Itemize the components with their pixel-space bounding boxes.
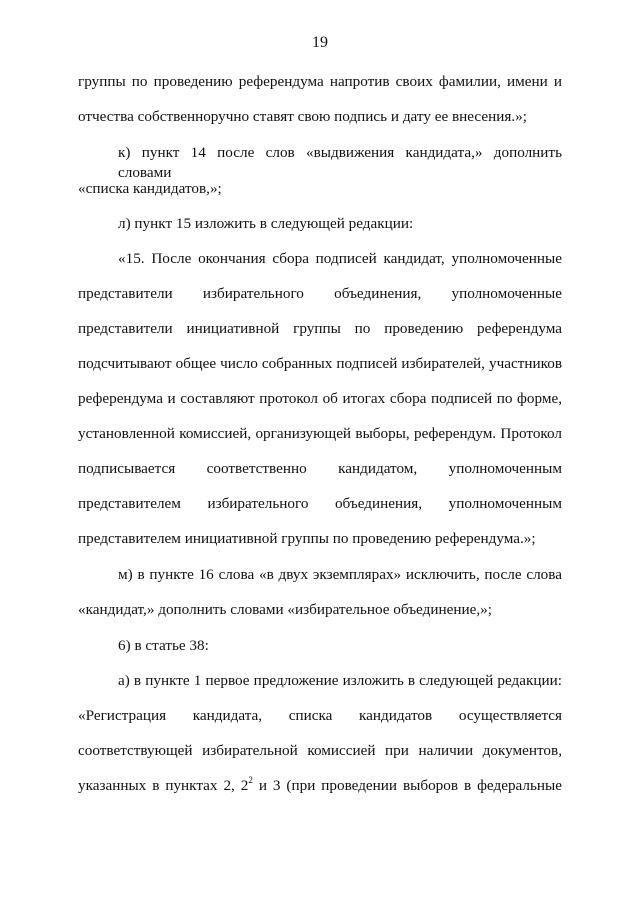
text-line: м) в пункте 16 слова «в двух экземплярах» исключить, после слова (118, 566, 562, 583)
text-line: к) пункт 14 после слов «выдвижения кандидата,» дополнить словами (118, 144, 562, 181)
text-line: отчества собственноручно ставят свою подпись и дату ее внесения.»; (78, 108, 527, 125)
text-line: представителем избирательного объединения, уполномоченным (78, 495, 562, 512)
text-line: представители инициативной группы по проведению референдума (78, 320, 562, 337)
text-line: соответствующей избирательной комиссией при наличии документов, (78, 742, 562, 759)
text-line: «Регистрация кандидата, списка кандидатов осуществляется (78, 707, 562, 724)
text-line: подсчитывают общее число собранных подписей избирателей, участников (78, 355, 562, 372)
text-line: установленной комиссией, организующей выборы, референдум. Протокол (78, 425, 562, 442)
text-line: «списка кандидатов,»; (78, 180, 222, 197)
page-number: 19 (312, 34, 328, 51)
superscript: 2 (248, 775, 253, 785)
text-line: группы по проведению референдума напротив своих фамилии, имени и (78, 73, 562, 90)
text-segment: указанных в пунктах 2, 2 (78, 777, 249, 794)
text-segment: и 3 (при проведении выборов в федеральные (252, 777, 562, 794)
text-line: а) в пункте 1 первое предложение изложить в следующей редакции: (118, 672, 562, 689)
text-line: референдума и составляют протокол об итогах сбора подписей по форме, (78, 390, 562, 407)
text-line: л) пункт 15 изложить в следующей редакции: (118, 215, 414, 232)
text-line: представители избирательного объединения, уполномоченные (78, 285, 562, 302)
text-line: подписывается соответственно кандидатом, уполномоченным (78, 460, 562, 477)
text-line: представителем инициативной группы по проведению референдума.»; (78, 530, 536, 547)
text-line: 6) в статье 38: (118, 637, 209, 654)
text-line: «15. После окончания сбора подписей кандидат, уполномоченные (118, 250, 562, 267)
text-line: «кандидат,» дополнить словами «избирательное объединение,»; (78, 601, 492, 618)
text-line-last (78, 776, 562, 796)
